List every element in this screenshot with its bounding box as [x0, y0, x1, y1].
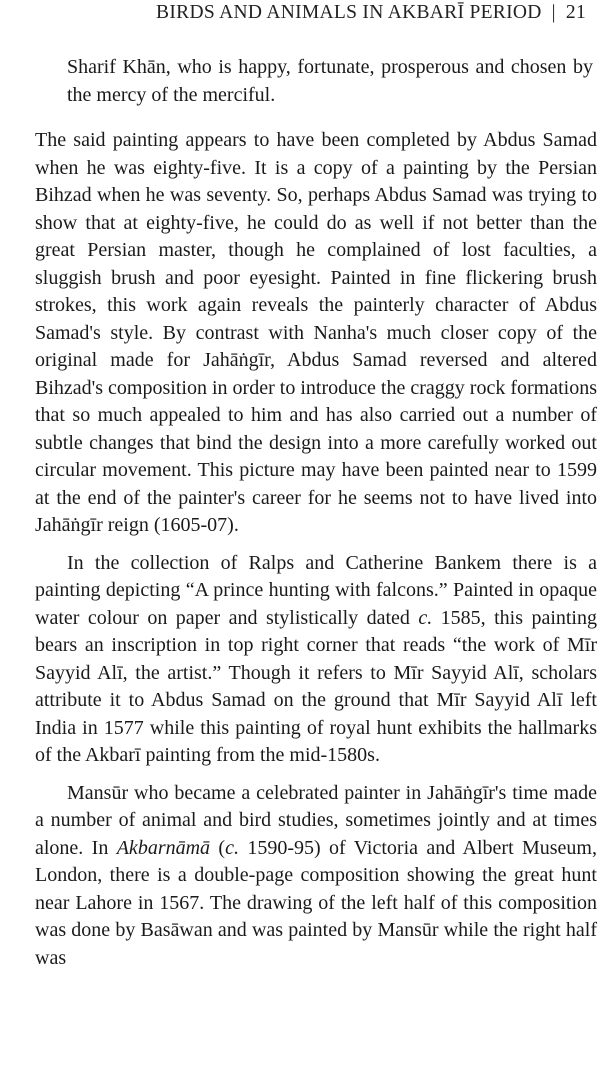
paragraph-3-book-title: Akbarnāmā: [116, 836, 211, 859]
paragraph-3-circa: c.: [225, 836, 239, 859]
body-text: [35, 54, 597, 972]
header-separator: |: [551, 2, 556, 23]
paragraph-2-text-a: In the collection of Ralps and Catherine Bankem there is a painting depicting “A prince hunting with falcons.” Painted in opaque water colour on paper and stylistically dated: [35, 551, 597, 629]
paragraph-2-circa: c.: [418, 606, 433, 629]
paragraph-3-text-b: (: [210, 836, 226, 859]
paragraph-3-text-a: Mansūr who became a celebrated painter in Jahāṅgīr's time made a number of animal and bird studies, sometimes jointly and at times alone. In: [35, 781, 597, 859]
paragraph-1: The said painting appears to have been completed by Abdus Samad when he was eighty-five. It is a copy of a painting by the Persian Bihzad when he was seventy. So, perhaps Abdus Samad was trying to show that at eighty-five, he could do as well if not better than the great Persian master, though he complained of lost faculties, a sluggish brush and poor eyesight. Painted in fine flickering brush strokes, this work again reveals the painterly character of Abdus Samad's style. By contrast with Nanha's much closer copy of the original made for Jahāṅgīr, Abdus Samad reversed and altered Bihzad's composition in order to introduce the craggy rock formations that so much appealed to him and has also carried out a number of subtle changes that bind the design into a more carefully worked out circular movement. This picture may have been painted near to 1599 at the end of the painter's career for he seems not to have lived into Jahāṅgīr reign (1605-07).: [35, 129, 597, 536]
paragraph-2: [35, 550, 597, 770]
paragraph-3: [35, 780, 597, 973]
block-quote: Sharif Khān, who is happy, fortunate, prosperous and chosen by the mercy of the merciful.: [67, 56, 593, 106]
paragraph-3-text-c: 1590-95) of Victoria and Albert Museum, London, there is a double-page composition showing the great hunt near Lahore in 1567. The drawing of the left half of this composition was done by Basāwan and was painted by Mansūr while the right half was: [35, 836, 597, 969]
running-title: BIRDS AND ANIMALS IN AKBARĪ PERIOD: [156, 2, 542, 23]
running-header: [156, 2, 586, 24]
page-number: 21: [565, 2, 586, 23]
paragraph-2-text-b: 1585, this painting bears an inscription in top right corner that reads “the work of Mīr Sayyid Alī, the artist.” Though it refers to Mīr Sayyid Alī, scholars attribute it to Abdus Samad on the ground that Mīr Sayyid Alī left India in 1577 while this painting of royal hunt exhibits the hallmarks of the Akbarī painting from the mid-1580s.: [35, 606, 597, 766]
